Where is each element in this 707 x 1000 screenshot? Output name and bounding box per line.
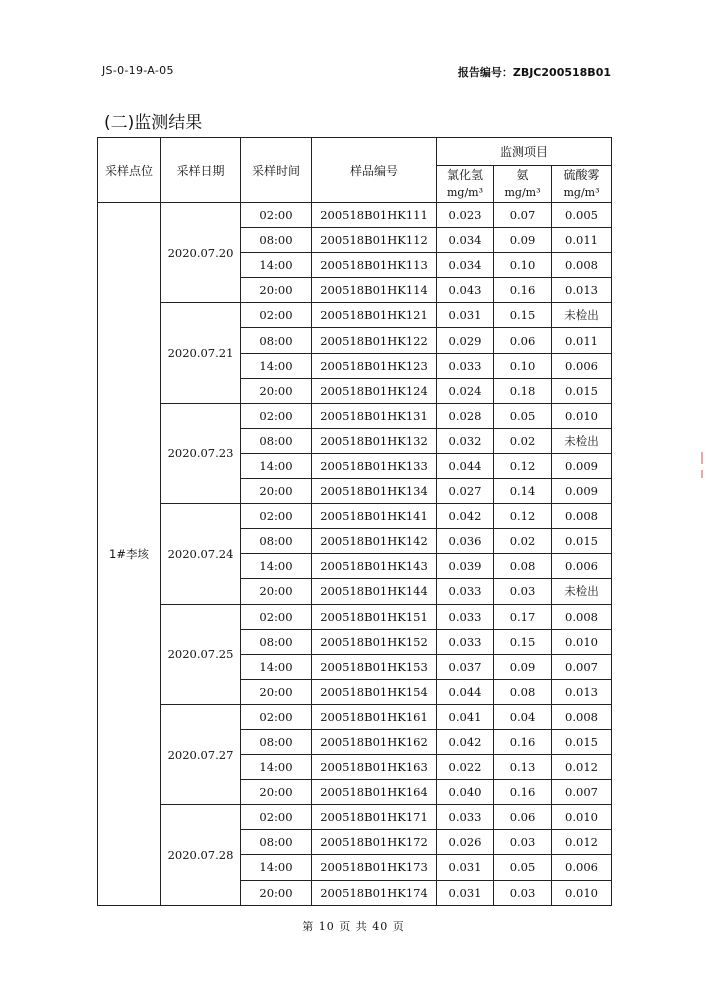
pollutant-name: 氯化氢 xyxy=(446,168,483,182)
cell-time: 20:00 xyxy=(241,378,312,403)
cell-ammonia: 0.16 xyxy=(494,278,552,303)
cell-time: 14:00 xyxy=(241,453,312,478)
cell-sample-number: 200518B01HK154 xyxy=(312,679,437,704)
cell-sulfuric-acid-mist: 0.015 xyxy=(552,729,612,754)
cell-ammonia: 0.02 xyxy=(494,428,552,453)
cell-ammonia: 0.10 xyxy=(494,253,552,278)
cell-sample-number: 200518B01HK172 xyxy=(312,830,437,855)
cell-ammonia: 0.16 xyxy=(494,729,552,754)
cell-hydrogen-chloride: 0.033 xyxy=(437,353,494,378)
cell-sample-number: 200518B01HK132 xyxy=(312,428,437,453)
cell-hydrogen-chloride: 0.027 xyxy=(437,479,494,504)
cell-sample-number: 200518B01HK114 xyxy=(312,278,437,303)
cell-hydrogen-chloride: 0.023 xyxy=(437,203,494,228)
page-footer: 第 10 页 共 40 页 xyxy=(302,920,405,933)
cell-time: 08:00 xyxy=(241,529,312,554)
cell-hydrogen-chloride: 0.022 xyxy=(437,755,494,780)
cell-hydrogen-chloride: 0.033 xyxy=(437,579,494,604)
cell-sample-number: 200518B01HK131 xyxy=(312,403,437,428)
cell-sulfuric-acid-mist: 0.010 xyxy=(552,403,612,428)
header-monitoring-items: 监测项目 xyxy=(437,138,612,166)
cell-sulfuric-acid-mist: 0.006 xyxy=(552,353,612,378)
cell-sulfuric-acid-mist: 0.013 xyxy=(552,679,612,704)
cell-site: 1#李垓 xyxy=(98,203,161,906)
pollutant-unit: mg/m³ xyxy=(504,186,541,199)
cell-sample-number: 200518B01HK141 xyxy=(312,504,437,529)
table-row xyxy=(98,504,612,529)
cell-hydrogen-chloride: 0.024 xyxy=(437,378,494,403)
cell-time: 14:00 xyxy=(241,855,312,880)
cell-ammonia: 0.06 xyxy=(494,805,552,830)
cell-ammonia: 0.12 xyxy=(494,453,552,478)
cell-ammonia: 0.08 xyxy=(494,554,552,579)
cell-sulfuric-acid-mist: 0.015 xyxy=(552,378,612,403)
cell-hydrogen-chloride: 0.042 xyxy=(437,504,494,529)
cell-date: 2020.07.24 xyxy=(161,504,241,604)
cell-time: 02:00 xyxy=(241,203,312,228)
cell-sulfuric-acid-mist: 0.007 xyxy=(552,780,612,805)
cell-hydrogen-chloride: 0.044 xyxy=(437,453,494,478)
cell-ammonia: 0.09 xyxy=(494,228,552,253)
cell-ammonia: 0.10 xyxy=(494,353,552,378)
cell-sulfuric-acid-mist: 0.011 xyxy=(552,228,612,253)
cell-time: 08:00 xyxy=(241,830,312,855)
cell-ammonia: 0.06 xyxy=(494,328,552,353)
cell-ammonia: 0.04 xyxy=(494,704,552,729)
cell-time: 14:00 xyxy=(241,353,312,378)
cell-hydrogen-chloride: 0.034 xyxy=(437,228,494,253)
document-code: JS-0-19-A-05 xyxy=(102,64,174,77)
table-row xyxy=(98,604,612,629)
cell-time: 20:00 xyxy=(241,679,312,704)
report-number: 报告编号：ZBJC200518B01 xyxy=(457,66,611,79)
cell-ammonia: 0.05 xyxy=(494,403,552,428)
cell-hydrogen-chloride: 0.031 xyxy=(437,855,494,880)
cell-sample-number: 200518B01HK151 xyxy=(312,604,437,629)
cell-time: 20:00 xyxy=(241,579,312,604)
cell-time: 20:00 xyxy=(241,278,312,303)
cell-ammonia: 0.13 xyxy=(494,755,552,780)
cell-time: 14:00 xyxy=(241,253,312,278)
cell-hydrogen-chloride: 0.026 xyxy=(437,830,494,855)
cell-sulfuric-acid-mist: 0.011 xyxy=(552,328,612,353)
monitoring-results-table xyxy=(97,137,612,906)
cell-date: 2020.07.21 xyxy=(161,303,241,403)
cell-sulfuric-acid-mist: 0.010 xyxy=(552,629,612,654)
cell-sulfuric-acid-mist: 0.008 xyxy=(552,704,612,729)
cell-time: 02:00 xyxy=(241,604,312,629)
cell-ammonia: 0.05 xyxy=(494,855,552,880)
cell-hydrogen-chloride: 0.031 xyxy=(437,880,494,905)
cell-ammonia: 0.15 xyxy=(494,629,552,654)
cell-date: 2020.07.20 xyxy=(161,203,241,303)
cell-time: 02:00 xyxy=(241,403,312,428)
cell-sample-number: 200518B01HK163 xyxy=(312,755,437,780)
cell-date: 2020.07.23 xyxy=(161,403,241,503)
cell-sulfuric-acid-mist: 0.010 xyxy=(552,805,612,830)
cell-sample-number: 200518B01HK133 xyxy=(312,453,437,478)
pollutant-name: 硫酸雾 xyxy=(563,168,600,182)
cell-time: 20:00 xyxy=(241,479,312,504)
cell-sample-number: 200518B01HK153 xyxy=(312,654,437,679)
cell-ammonia: 0.18 xyxy=(494,378,552,403)
cell-sulfuric-acid-mist: 0.015 xyxy=(552,529,612,554)
cell-sample-number: 200518B01HK174 xyxy=(312,880,437,905)
cell-sulfuric-acid-mist: 0.007 xyxy=(552,654,612,679)
cell-sulfuric-acid-mist: 0.013 xyxy=(552,278,612,303)
cell-ammonia: 0.03 xyxy=(494,830,552,855)
cell-sulfuric-acid-mist: 0.008 xyxy=(552,504,612,529)
header-time: 采样时间 xyxy=(241,138,312,203)
results-body xyxy=(98,203,612,906)
cell-time: 02:00 xyxy=(241,805,312,830)
cell-hydrogen-chloride: 0.032 xyxy=(437,428,494,453)
cell-hydrogen-chloride: 0.034 xyxy=(437,253,494,278)
cell-ammonia: 0.09 xyxy=(494,654,552,679)
header-sulfuric-acid-mist xyxy=(552,166,612,203)
cell-time: 20:00 xyxy=(241,880,312,905)
cell-hydrogen-chloride: 0.037 xyxy=(437,654,494,679)
cell-hydrogen-chloride: 0.044 xyxy=(437,679,494,704)
pollutant-name: 氨 xyxy=(516,168,529,182)
cell-sulfuric-acid-mist: 0.009 xyxy=(552,453,612,478)
cell-hydrogen-chloride: 0.033 xyxy=(437,629,494,654)
pollutant-unit: mg/m³ xyxy=(446,186,484,199)
cell-time: 02:00 xyxy=(241,504,312,529)
cell-sample-number: 200518B01HK152 xyxy=(312,629,437,654)
cell-ammonia: 0.16 xyxy=(494,780,552,805)
cell-ammonia: 0.02 xyxy=(494,529,552,554)
cell-hydrogen-chloride: 0.029 xyxy=(437,328,494,353)
cell-hydrogen-chloride: 0.042 xyxy=(437,729,494,754)
cell-hydrogen-chloride: 0.041 xyxy=(437,704,494,729)
cell-time: 14:00 xyxy=(241,755,312,780)
cell-sample-number: 200518B01HK111 xyxy=(312,203,437,228)
cell-time: 08:00 xyxy=(241,428,312,453)
cell-sulfuric-acid-mist: 未检出 xyxy=(552,428,612,453)
cell-ammonia: 0.14 xyxy=(494,479,552,504)
cell-sample-number: 200518B01HK162 xyxy=(312,729,437,754)
cell-sulfuric-acid-mist: 0.006 xyxy=(552,554,612,579)
cell-sulfuric-acid-mist: 0.012 xyxy=(552,830,612,855)
cell-sample-number: 200518B01HK121 xyxy=(312,303,437,328)
cell-sample-number: 200518B01HK122 xyxy=(312,328,437,353)
cell-sample-number: 200518B01HK134 xyxy=(312,479,437,504)
table-row xyxy=(98,403,612,428)
table-row xyxy=(98,704,612,729)
table-row xyxy=(98,303,612,328)
cell-time: 02:00 xyxy=(241,704,312,729)
cell-sulfuric-acid-mist: 0.012 xyxy=(552,755,612,780)
cell-ammonia: 0.15 xyxy=(494,303,552,328)
cell-sulfuric-acid-mist: 0.005 xyxy=(552,203,612,228)
cell-hydrogen-chloride: 0.043 xyxy=(437,278,494,303)
cell-date: 2020.07.27 xyxy=(161,704,241,804)
cell-date: 2020.07.25 xyxy=(161,604,241,704)
cell-sulfuric-acid-mist: 0.008 xyxy=(552,604,612,629)
cell-hydrogen-chloride: 0.028 xyxy=(437,403,494,428)
cell-sample-number: 200518B01HK161 xyxy=(312,704,437,729)
header-ammonia xyxy=(494,166,552,203)
cell-sample-number: 200518B01HK144 xyxy=(312,579,437,604)
cell-sample-number: 200518B01HK142 xyxy=(312,529,437,554)
cell-sulfuric-acid-mist: 0.006 xyxy=(552,855,612,880)
scan-edge-mark xyxy=(701,470,703,478)
cell-sulfuric-acid-mist: 未检出 xyxy=(552,579,612,604)
cell-time: 14:00 xyxy=(241,554,312,579)
cell-hydrogen-chloride: 0.039 xyxy=(437,554,494,579)
header-sample-number: 样品编号 xyxy=(312,138,437,203)
header-site: 采样点位 xyxy=(98,138,161,203)
cell-ammonia: 0.08 xyxy=(494,679,552,704)
table-row xyxy=(98,203,612,228)
cell-sample-number: 200518B01HK173 xyxy=(312,855,437,880)
cell-sample-number: 200518B01HK112 xyxy=(312,228,437,253)
cell-sample-number: 200518B01HK171 xyxy=(312,805,437,830)
header-hydrogen-chloride xyxy=(437,166,494,203)
cell-hydrogen-chloride: 0.036 xyxy=(437,529,494,554)
cell-ammonia: 0.07 xyxy=(494,203,552,228)
cell-sulfuric-acid-mist: 0.009 xyxy=(552,479,612,504)
cell-hydrogen-chloride: 0.033 xyxy=(437,604,494,629)
cell-sulfuric-acid-mist: 未检出 xyxy=(552,303,612,328)
section-title: (二)监测结果 xyxy=(104,113,203,133)
scan-edge-mark xyxy=(701,452,703,464)
cell-date: 2020.07.28 xyxy=(161,805,241,905)
cell-ammonia: 0.17 xyxy=(494,604,552,629)
pollutant-unit: mg/m³ xyxy=(563,186,600,199)
cell-hydrogen-chloride: 0.033 xyxy=(437,805,494,830)
cell-sulfuric-acid-mist: 0.010 xyxy=(552,880,612,905)
cell-time: 08:00 xyxy=(241,729,312,754)
cell-hydrogen-chloride: 0.040 xyxy=(437,780,494,805)
cell-sample-number: 200518B01HK143 xyxy=(312,554,437,579)
cell-time: 20:00 xyxy=(241,780,312,805)
cell-time: 08:00 xyxy=(241,629,312,654)
cell-ammonia: 0.03 xyxy=(494,579,552,604)
cell-ammonia: 0.03 xyxy=(494,880,552,905)
cell-sample-number: 200518B01HK113 xyxy=(312,253,437,278)
header-date: 采样日期 xyxy=(161,138,241,203)
cell-time: 08:00 xyxy=(241,328,312,353)
cell-hydrogen-chloride: 0.031 xyxy=(437,303,494,328)
cell-time: 08:00 xyxy=(241,228,312,253)
cell-sulfuric-acid-mist: 0.008 xyxy=(552,253,612,278)
cell-sample-number: 200518B01HK123 xyxy=(312,353,437,378)
cell-time: 14:00 xyxy=(241,654,312,679)
table-row xyxy=(98,805,612,830)
cell-sample-number: 200518B01HK124 xyxy=(312,378,437,403)
cell-time: 02:00 xyxy=(241,303,312,328)
cell-ammonia: 0.12 xyxy=(494,504,552,529)
cell-sample-number: 200518B01HK164 xyxy=(312,780,437,805)
